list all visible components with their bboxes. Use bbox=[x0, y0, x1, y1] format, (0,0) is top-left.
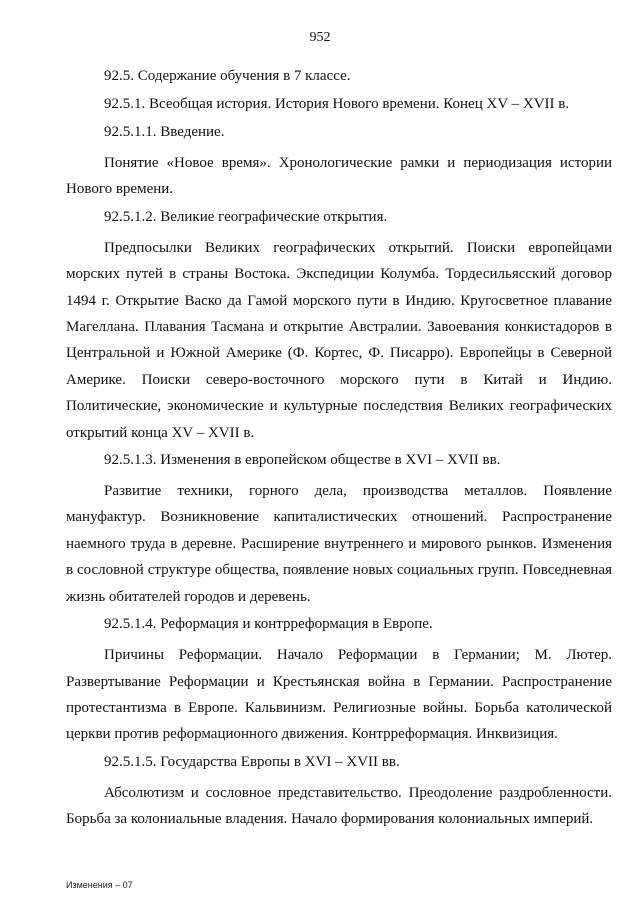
paragraph: Понятие «Новое время». Хронологические рамки и периодизация истории Нового времени. bbox=[66, 155, 612, 198]
section-heading: 92.5.1. Всеобщая история. История Нового времени. Конец XV – XVII в. bbox=[104, 96, 570, 112]
section-heading: 92.5.1.2. Великие географические открытия. bbox=[104, 208, 388, 225]
section-heading: 92.5.1.1. Введение. bbox=[104, 124, 225, 140]
section-heading: 92.5.1.5. Государства Европы в XVI – XVII вв. bbox=[104, 753, 400, 770]
paragraph: Причины Реформации. Начало Реформации в Германии; М. Лютер. Развертывание Реформации и Крестьянская война в Германии. Распространение протестантизма в Европе. Кальвинизм. Религиозные войны. Борьба католической церкви против реформационного движения. Контрреформация. Инквизиция. bbox=[66, 647, 612, 743]
paragraph: Абсолютизм и сословное представительство. Преодоление раздробленности. Борьба за колониальные владения. Начало формирования колониальных империй. bbox=[66, 784, 612, 828]
section-heading: 92.5.1.3. Изменения в европейском обществе в XVI – XVII вв. bbox=[104, 452, 501, 469]
document-body bbox=[66, 66, 612, 837]
paragraph: Предпосылки Великих географических открытий. Поиски европейцами морских путей в страны Востока. Экспедиции Колумба. Тордесильясский договор 1494 г. Открытие Васко да Гамой морского пути в Индию. Кругосветное плавание Магеллана. Плавания Тасмана и открытие Австралии. Завоевания конкистадоров в Центральной и Южной Америке (Ф. Кортес, Ф. Писарро). Европейцы в Северной Америке. Поиски северо-восточного морского пути в Китай и Индию. Политические, экономические и культурные последствия Великих географических открытий конца XV – XVII в. bbox=[66, 239, 612, 441]
section-heading: 92.5.1.4. Реформация и контрреформация в Европе. bbox=[104, 616, 433, 633]
paragraph: Развитие техники, горного дела, производства металлов. Появление мануфактур. Возникновение капиталистических отношений. Распространение наемного труда в деревне. Расширение внутреннего и мирового рынков. Изменения в сословной структуре общества, появление новых социальных групп. Повседневная жизнь обитателей городов и деревень. bbox=[66, 483, 612, 605]
page-number: 952 bbox=[309, 30, 331, 45]
section-heading: 92.5. Содержание обучения в 7 классе. bbox=[104, 68, 351, 84]
footer-note: Изменения – 07 bbox=[66, 880, 133, 890]
